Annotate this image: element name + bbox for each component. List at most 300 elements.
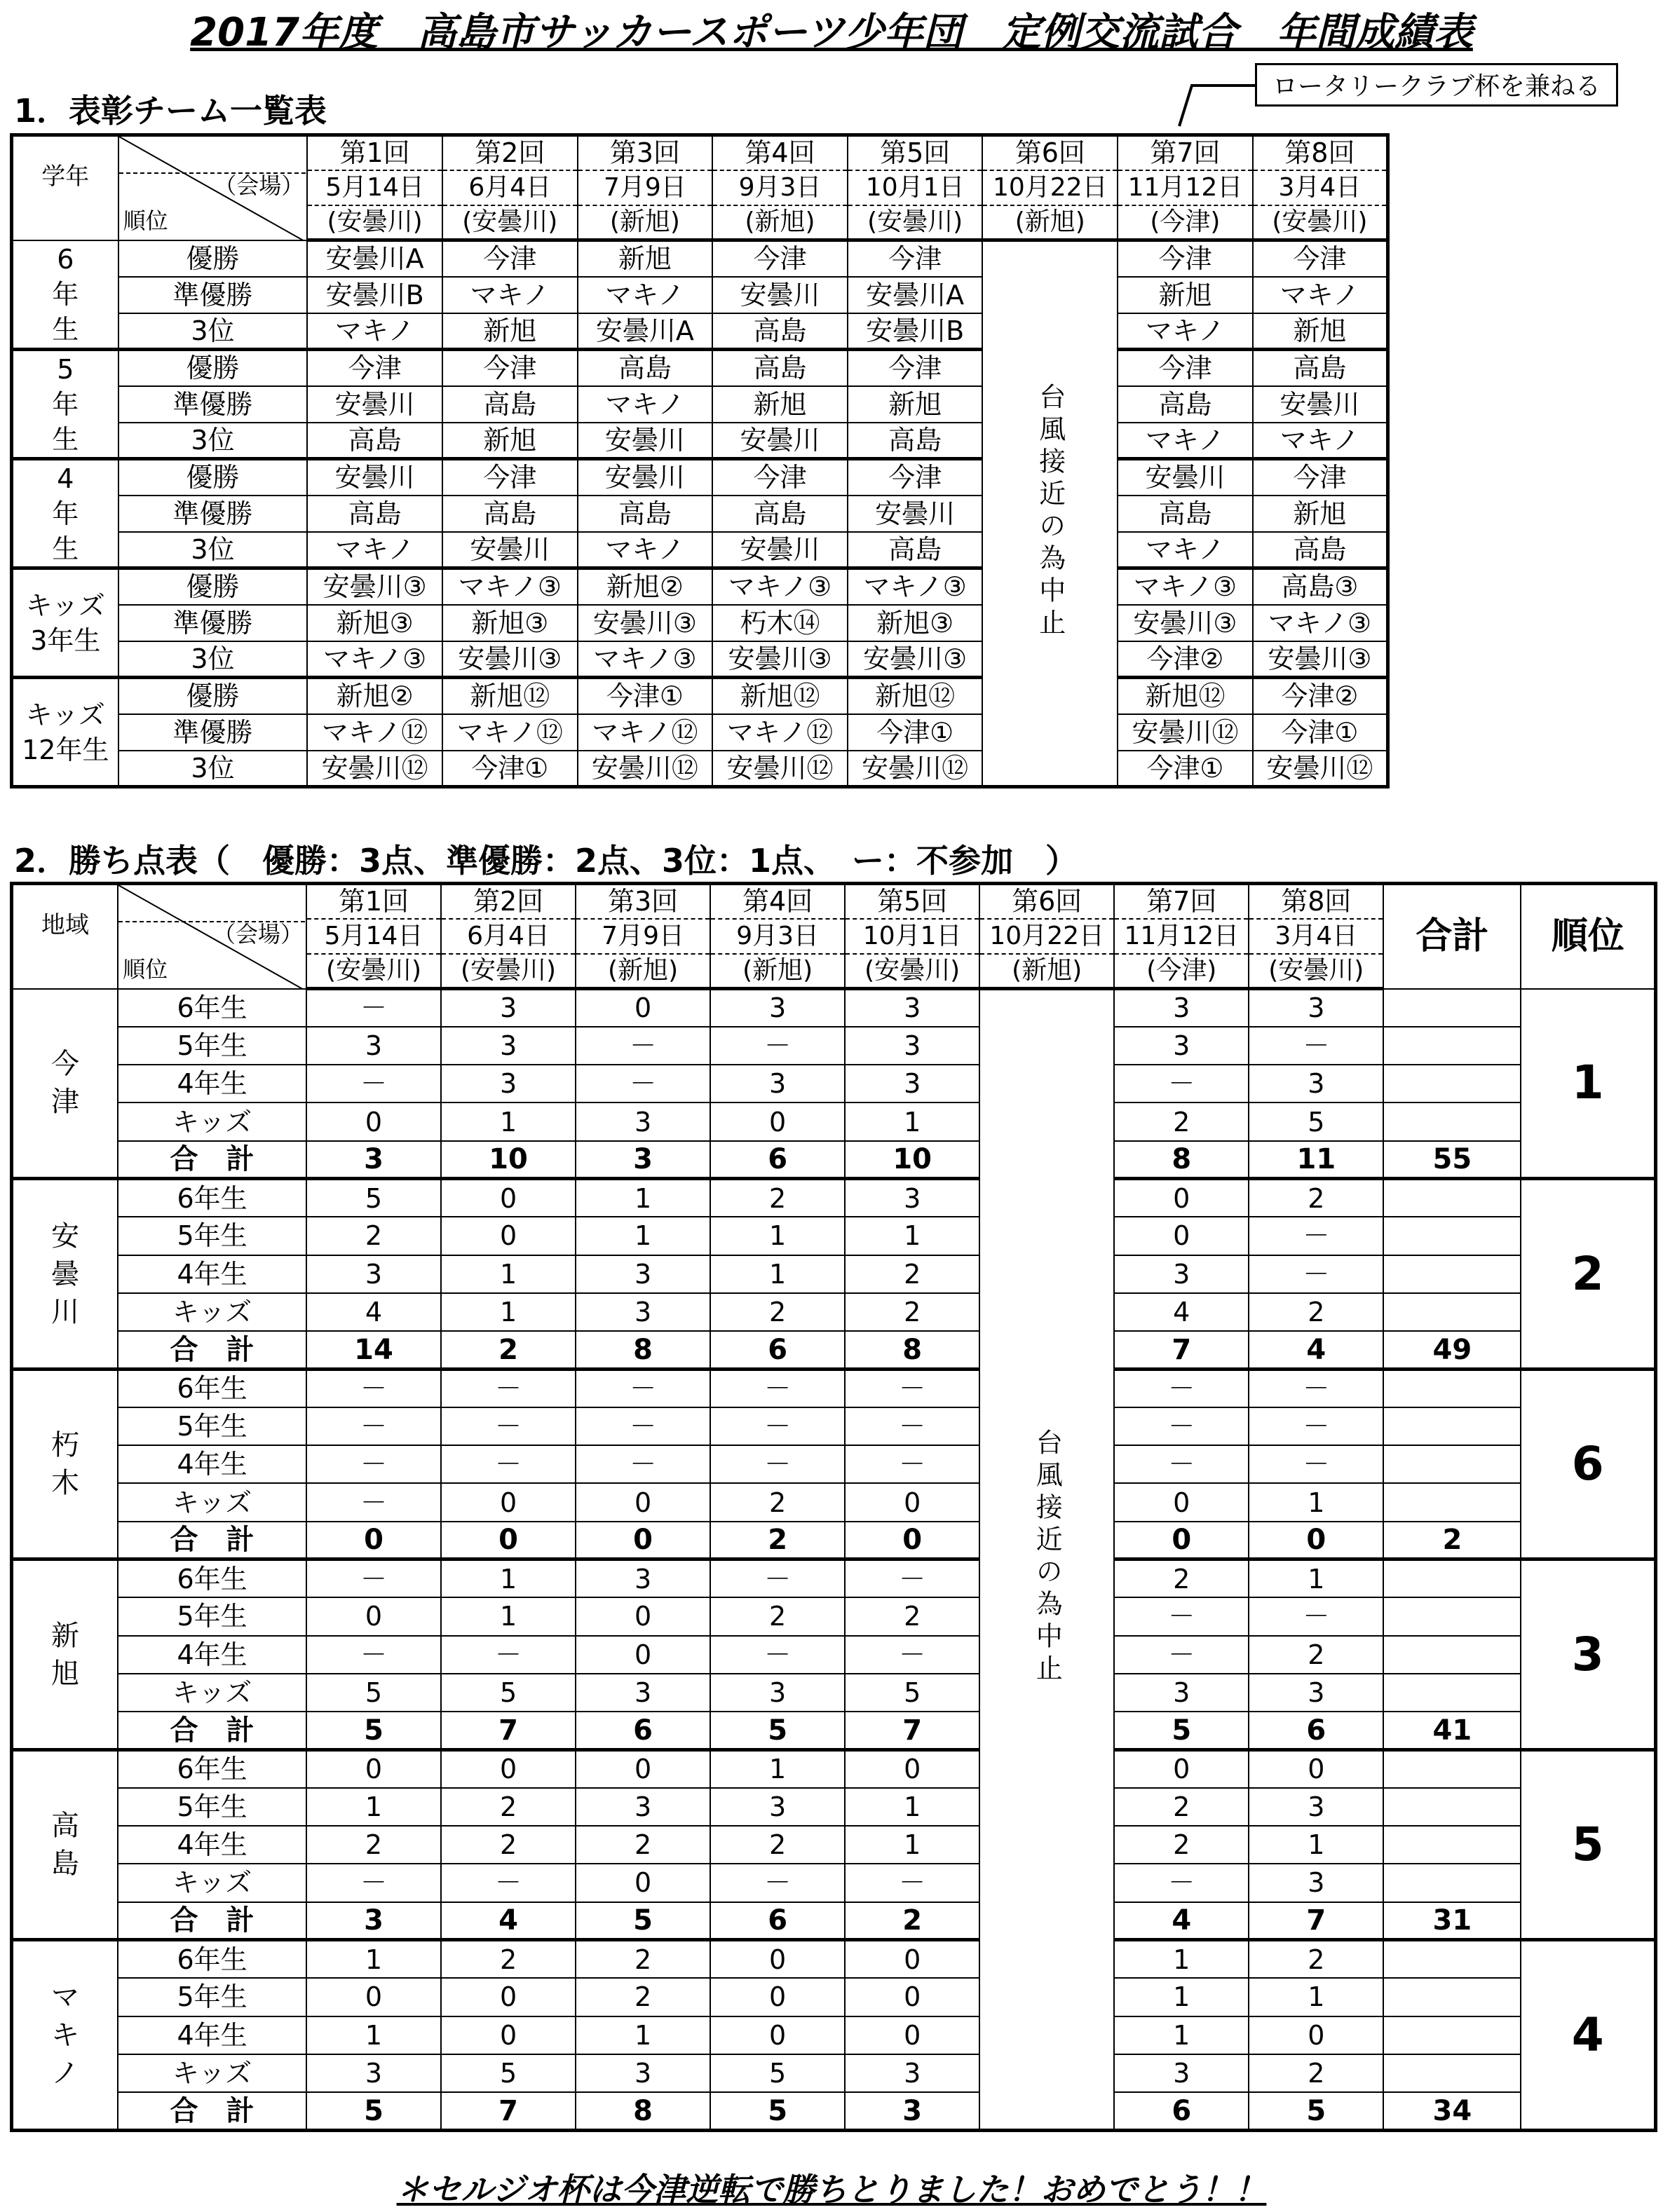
- area-total: 31: [1383, 1902, 1521, 1940]
- award-team: 今津②: [1118, 641, 1253, 678]
- area-total-cell: [1383, 1826, 1521, 1864]
- award-row: [12, 532, 1388, 568]
- award-team: 今津: [442, 240, 578, 277]
- award-team: 高島③: [1253, 568, 1388, 605]
- row-category-label: 5年生: [118, 1217, 306, 1255]
- rank-header-label: 順位: [123, 956, 168, 983]
- row-category-label: キッズ: [118, 1483, 306, 1521]
- grade-group-line: 年: [52, 278, 79, 310]
- point-value: 0: [306, 1597, 441, 1635]
- points-sum-row: [12, 1331, 1656, 1369]
- point-value: 3: [576, 1559, 710, 1597]
- point-value: 1: [441, 1597, 576, 1635]
- award-team: 新旭⑫: [848, 678, 983, 714]
- points-row: [12, 1102, 1656, 1140]
- area-total-cell: [1383, 989, 1521, 1027]
- award-team: 安曇川B: [848, 313, 983, 350]
- place-label: 準優勝: [118, 277, 308, 313]
- round-name: 第1回: [306, 884, 441, 919]
- point-value: －: [710, 1636, 845, 1674]
- award-team: マキノ⑫: [578, 714, 713, 751]
- round-name: 第8回: [1253, 135, 1388, 170]
- area-total-cell: [1383, 1483, 1521, 1521]
- point-value: －: [441, 1636, 576, 1674]
- point-value: 3: [845, 1179, 979, 1217]
- area-label-char: 曇: [51, 1257, 80, 1290]
- cancelled-round-cell: [982, 240, 1118, 787]
- award-team: 今津: [1253, 240, 1388, 277]
- point-value: 0: [1249, 1522, 1383, 1559]
- award-team: 今津①: [578, 678, 713, 714]
- award-team: 今津①: [848, 714, 983, 751]
- point-value: 3: [576, 1788, 710, 1826]
- point-value: －: [306, 1065, 441, 1102]
- point-value: －: [1114, 1369, 1249, 1407]
- award-team: 安曇川A: [848, 277, 983, 313]
- area-label-char: 朽: [51, 1429, 80, 1462]
- point-value: 1: [845, 1217, 979, 1255]
- award-row: [12, 568, 1388, 605]
- award-team: 安曇川⑫: [848, 751, 983, 787]
- point-value: 3: [1249, 989, 1383, 1027]
- round-venue: (安曇川): [307, 205, 442, 240]
- point-value: 1: [710, 1255, 845, 1293]
- award-team: マキノ③: [1253, 605, 1388, 641]
- area-total: 2: [1383, 1522, 1521, 1559]
- area-rank: 5: [1521, 1749, 1655, 1939]
- header-corner-label: 学年: [12, 135, 118, 240]
- round-venue: (新旭): [982, 205, 1118, 240]
- point-value: 1: [576, 1217, 710, 1255]
- point-value: 3: [1249, 1864, 1383, 1902]
- point-value: 3: [845, 989, 979, 1027]
- award-team: 新旭: [578, 240, 713, 277]
- row-category-label: 6年生: [118, 1749, 306, 1787]
- point-value: 1: [1114, 1940, 1249, 1978]
- grade-group-line: 生: [52, 533, 79, 564]
- point-value: 1: [1114, 1978, 1249, 2016]
- award-team: 安曇川③: [1118, 605, 1253, 641]
- point-value: 0: [576, 1864, 710, 1902]
- points-row: [12, 1940, 1656, 1978]
- round-name: 第7回: [1114, 884, 1249, 919]
- points-row: [12, 2054, 1656, 2092]
- area-total-cell: [1383, 1027, 1521, 1065]
- award-team: 朽木⑭: [712, 605, 848, 641]
- row-category-label: 6年生: [118, 1940, 306, 1978]
- round-name: 第3回: [576, 884, 710, 919]
- area-label: [12, 1940, 118, 2130]
- row-category-label: 合 計: [118, 2092, 306, 2130]
- point-value: 14: [306, 1331, 441, 1369]
- point-value: 4: [441, 1902, 576, 1940]
- award-team: 安曇川: [307, 386, 442, 423]
- area-rank: 3: [1521, 1559, 1655, 1749]
- point-value: 7: [845, 1712, 979, 1749]
- area-label-char: 旭: [51, 1657, 80, 1690]
- points-sum-row: [12, 1712, 1656, 1749]
- point-value: －: [306, 1636, 441, 1674]
- award-team: 新旭⑫: [712, 678, 848, 714]
- points-row: [12, 1978, 1656, 2016]
- points-row: [12, 1293, 1656, 1331]
- grade-group-line: 3年生: [30, 624, 101, 656]
- point-value: 1: [306, 1940, 441, 1978]
- points-row: [12, 1749, 1656, 1787]
- award-team: 新旭: [442, 423, 578, 459]
- point-value: 2: [576, 1826, 710, 1864]
- grade-group-label: [12, 568, 118, 678]
- area-total-cell: [1383, 1597, 1521, 1635]
- area-rank: 4: [1521, 1940, 1655, 2130]
- row-category-label: 4年生: [118, 1065, 306, 1102]
- award-team: マキノ③: [307, 641, 442, 678]
- area-label: [12, 1179, 118, 1369]
- point-value: －: [845, 1445, 979, 1483]
- point-value: 1: [1249, 1483, 1383, 1521]
- round-date: 6月4日: [442, 170, 578, 205]
- point-value: 3: [845, 1027, 979, 1065]
- award-team: 安曇川: [578, 423, 713, 459]
- grade-group-line: 年: [52, 498, 79, 529]
- point-value: 5: [710, 1712, 845, 1749]
- point-value: －: [306, 1483, 441, 1521]
- row-category-label: キッズ: [118, 1864, 306, 1902]
- award-team: 高島: [307, 423, 442, 459]
- award-team: 安曇川: [307, 459, 442, 496]
- round-date: 3月4日: [1249, 919, 1383, 954]
- header-diagonal-cell: [118, 135, 308, 240]
- points-row: [12, 1674, 1656, 1712]
- point-value: －: [1114, 1597, 1249, 1635]
- points-sum-row: [12, 2092, 1656, 2130]
- row-category-label: 5年生: [118, 1407, 306, 1445]
- place-label: 準優勝: [118, 605, 308, 641]
- grade-group-line: キッズ: [25, 699, 105, 730]
- point-value: 0: [845, 1749, 979, 1787]
- award-team: 今津: [307, 350, 442, 386]
- point-value: 1: [1249, 1559, 1383, 1597]
- area-total-cell: [1383, 1293, 1521, 1331]
- point-value: 6: [710, 1331, 845, 1369]
- point-value: 2: [1249, 2054, 1383, 2092]
- row-category-label: 合 計: [118, 1141, 306, 1179]
- point-value: 2: [441, 1826, 576, 1864]
- points-table: [10, 882, 1657, 2132]
- place-label: 3位: [118, 751, 308, 787]
- award-team: 今津: [848, 240, 983, 277]
- award-team: マキノ⑫: [442, 714, 578, 751]
- point-value: 2: [576, 1940, 710, 1978]
- point-value: －: [576, 1369, 710, 1407]
- rotary-cup-note: ロータリークラブ杯を兼ねる: [1255, 63, 1618, 107]
- row-category-label: 合 計: [118, 1902, 306, 1940]
- section-awards-title: 1．表彰チーム一覧表: [14, 92, 327, 130]
- point-value: 2: [1114, 1826, 1249, 1864]
- round-venue: (安曇川): [441, 954, 576, 989]
- point-value: 2: [441, 1788, 576, 1826]
- point-value: 3: [306, 1255, 441, 1293]
- point-value: －: [576, 1065, 710, 1102]
- grade-group-label: [12, 678, 118, 787]
- point-value: 1: [576, 1179, 710, 1217]
- points-sum-row: [12, 1902, 1656, 1940]
- point-value: －: [1249, 1217, 1383, 1255]
- grade-group-label: [12, 350, 118, 459]
- grade-group-line: 4: [57, 463, 74, 494]
- area-total-cell: [1383, 2054, 1521, 2092]
- area-total-cell: [1383, 1674, 1521, 1712]
- point-value: 2: [1249, 1179, 1383, 1217]
- award-team: マキノ: [1118, 532, 1253, 568]
- point-value: 2: [710, 1293, 845, 1331]
- award-team: 今津①: [1118, 751, 1253, 787]
- header-diagonal-cell: [118, 884, 306, 989]
- place-label: 3位: [118, 313, 308, 350]
- award-team: 新旭⑫: [442, 678, 578, 714]
- point-value: －: [306, 1864, 441, 1902]
- point-value: 2: [1114, 1559, 1249, 1597]
- points-row: [12, 1217, 1656, 1255]
- point-value: 6: [710, 1141, 845, 1179]
- grade-group-line: 6: [57, 243, 74, 275]
- award-team: 安曇川: [578, 459, 713, 496]
- area-total-cell: [1383, 1065, 1521, 1102]
- award-team: マキノ: [307, 532, 442, 568]
- point-value: 11: [1249, 1141, 1383, 1179]
- award-team: 高島: [1118, 496, 1253, 532]
- award-team: 安曇川: [442, 532, 578, 568]
- round-name: 第4回: [710, 884, 845, 919]
- cancel-note: 台風接近の為中止: [1031, 1428, 1063, 1686]
- callout-pointer: [1178, 84, 1256, 128]
- round-venue: (新旭): [576, 954, 710, 989]
- point-value: 10: [845, 1141, 979, 1179]
- point-value: 1: [306, 2016, 441, 2054]
- point-value: 3: [306, 1027, 441, 1065]
- point-value: 1: [845, 1102, 979, 1140]
- grade-group-label: [12, 459, 118, 568]
- header-corner-label: 地域: [12, 884, 118, 989]
- award-team: 安曇川: [848, 496, 983, 532]
- award-team: 安曇川A: [307, 240, 442, 277]
- round-date: 9月3日: [712, 170, 848, 205]
- award-row: [12, 240, 1388, 277]
- point-value: －: [1114, 1864, 1249, 1902]
- grade-group-line: キッズ: [25, 589, 105, 621]
- point-value: 4: [1114, 1902, 1249, 1940]
- area-total: 49: [1383, 1331, 1521, 1369]
- point-value: 0: [845, 1978, 979, 2016]
- point-value: 2: [710, 1597, 845, 1635]
- award-team: 安曇川B: [307, 277, 442, 313]
- award-team: 安曇川③: [712, 641, 848, 678]
- area-total-cell: [1383, 1978, 1521, 2016]
- point-value: 0: [845, 2016, 979, 2054]
- awards-table: [10, 133, 1390, 788]
- round-date: 10月22日: [979, 919, 1114, 954]
- area-rank: 2: [1521, 1179, 1655, 1369]
- point-value: 1: [441, 1255, 576, 1293]
- point-value: 0: [441, 1179, 576, 1217]
- point-value: 2: [845, 1902, 979, 1940]
- points-row: [12, 1636, 1656, 1674]
- area-total: 34: [1383, 2092, 1521, 2130]
- round-date: 3月4日: [1253, 170, 1388, 205]
- row-category-label: 4年生: [118, 1255, 306, 1293]
- point-value: 3: [1114, 1027, 1249, 1065]
- point-value: 3: [441, 1027, 576, 1065]
- round-venue: (安曇川): [1253, 205, 1388, 240]
- points-row: [12, 2016, 1656, 2054]
- area-label: [12, 1369, 118, 1559]
- award-row: [12, 714, 1388, 751]
- row-category-label: キッズ: [118, 2054, 306, 2092]
- point-value: 6: [1249, 1712, 1383, 1749]
- point-value: －: [441, 1369, 576, 1407]
- award-team: 新旭②: [307, 678, 442, 714]
- round-name: 第6回: [982, 135, 1118, 170]
- award-row: [12, 751, 1388, 787]
- point-value: 1: [1114, 2016, 1249, 2054]
- award-team: 高島: [1253, 532, 1388, 568]
- point-value: 0: [441, 1217, 576, 1255]
- point-value: －: [1249, 1027, 1383, 1065]
- point-value: 5: [1249, 2092, 1383, 2130]
- award-team: 安曇川③: [578, 605, 713, 641]
- round-name: 第5回: [845, 884, 979, 919]
- point-value: －: [441, 1864, 576, 1902]
- point-value: 6: [710, 1902, 845, 1940]
- row-category-label: 6年生: [118, 1559, 306, 1597]
- round-name: 第5回: [848, 135, 983, 170]
- area-total: 55: [1383, 1141, 1521, 1179]
- row-category-label: 4年生: [118, 2016, 306, 2054]
- point-value: 0: [710, 1978, 845, 2016]
- round-venue: (新旭): [710, 954, 845, 989]
- point-value: 2: [845, 1597, 979, 1635]
- round-venue: (今津): [1114, 954, 1249, 989]
- point-value: 3: [576, 1102, 710, 1140]
- round-name: 第7回: [1118, 135, 1253, 170]
- award-team: 高島: [712, 313, 848, 350]
- award-team: 安曇川⑫: [578, 751, 713, 787]
- points-sum-row: [12, 1141, 1656, 1179]
- page-title: 2017年度 高島市サッカースポーツ少年団 定例交流試合 年間成績表: [190, 10, 1473, 55]
- round-name: 第4回: [712, 135, 848, 170]
- round-venue: (新旭): [578, 205, 713, 240]
- point-value: 3: [1249, 1674, 1383, 1712]
- row-category-label: 5年生: [118, 1027, 306, 1065]
- points-sum-row: [12, 1522, 1656, 1559]
- area-total-cell: [1383, 1369, 1521, 1407]
- award-row: [12, 678, 1388, 714]
- point-value: 0: [576, 1522, 710, 1559]
- point-value: 2: [1249, 1636, 1383, 1674]
- award-team: 新旭⑫: [1118, 678, 1253, 714]
- award-team: マキノ⑫: [712, 714, 848, 751]
- place-label: 優勝: [118, 240, 308, 277]
- award-team: マキノ: [307, 313, 442, 350]
- award-row: [12, 277, 1388, 313]
- point-value: 0: [1114, 1217, 1249, 1255]
- point-value: 2: [441, 1331, 576, 1369]
- grade-group-line: 12年生: [22, 734, 109, 765]
- award-team: 安曇川: [712, 277, 848, 313]
- point-value: 8: [845, 1331, 979, 1369]
- area-total-cell: [1383, 1255, 1521, 1293]
- round-name: 第2回: [442, 135, 578, 170]
- point-value: 0: [306, 1749, 441, 1787]
- cancelled-round-cell: [979, 989, 1114, 2131]
- point-value: 3: [710, 1788, 845, 1826]
- award-team: 今津: [1118, 240, 1253, 277]
- point-value: －: [710, 1407, 845, 1445]
- point-value: 5: [1249, 1102, 1383, 1140]
- award-team: 安曇川: [1253, 386, 1388, 423]
- row-category-label: 合 計: [118, 1331, 306, 1369]
- award-team: 安曇川: [712, 532, 848, 568]
- round-venue: (安曇川): [306, 954, 441, 989]
- round-name: 第2回: [441, 884, 576, 919]
- award-team: マキノ③: [848, 568, 983, 605]
- award-team: マキノ: [1118, 423, 1253, 459]
- award-team: 高島: [712, 496, 848, 532]
- award-team: マキノ③: [712, 568, 848, 605]
- place-label: 準優勝: [118, 386, 308, 423]
- area-label-char: 高: [51, 1810, 80, 1843]
- point-value: 1: [1249, 1978, 1383, 2016]
- points-row: [12, 1065, 1656, 1102]
- area-rank: 1: [1521, 989, 1655, 1179]
- point-value: 2: [1114, 1102, 1249, 1140]
- point-value: 3: [1249, 1065, 1383, 1102]
- points-row: [12, 989, 1656, 1027]
- point-value: 3: [576, 1674, 710, 1712]
- award-team: 高島: [578, 350, 713, 386]
- point-value: －: [306, 1445, 441, 1483]
- point-value: 2: [441, 1940, 576, 1978]
- round-name: 第3回: [578, 135, 713, 170]
- award-team: マキノ: [442, 277, 578, 313]
- row-category-label: 6年生: [118, 1369, 306, 1407]
- point-value: －: [1249, 1597, 1383, 1635]
- round-date: 10月1日: [848, 170, 983, 205]
- point-value: 2: [306, 1217, 441, 1255]
- area-label-char: マ: [51, 1981, 80, 2014]
- place-label: 優勝: [118, 350, 308, 386]
- point-value: 5: [306, 1179, 441, 1217]
- award-team: 今津: [712, 240, 848, 277]
- point-value: 3: [1114, 989, 1249, 1027]
- point-value: 5: [845, 1674, 979, 1712]
- award-team: 今津: [848, 459, 983, 496]
- award-row: [12, 459, 1388, 496]
- row-category-label: 6年生: [118, 1179, 306, 1217]
- point-value: 0: [576, 1636, 710, 1674]
- point-value: 1: [441, 1293, 576, 1331]
- point-value: 2: [1249, 1293, 1383, 1331]
- award-team: 新旭: [1118, 277, 1253, 313]
- award-team: 今津: [442, 350, 578, 386]
- award-team: 安曇川⑫: [712, 751, 848, 787]
- award-team: 高島: [578, 496, 713, 532]
- area-total-cell: [1383, 1940, 1521, 1978]
- award-team: マキノ: [578, 532, 713, 568]
- points-row: [12, 1559, 1656, 1597]
- venue-header-label: （会場）: [212, 921, 303, 948]
- point-value: 0: [441, 1483, 576, 1521]
